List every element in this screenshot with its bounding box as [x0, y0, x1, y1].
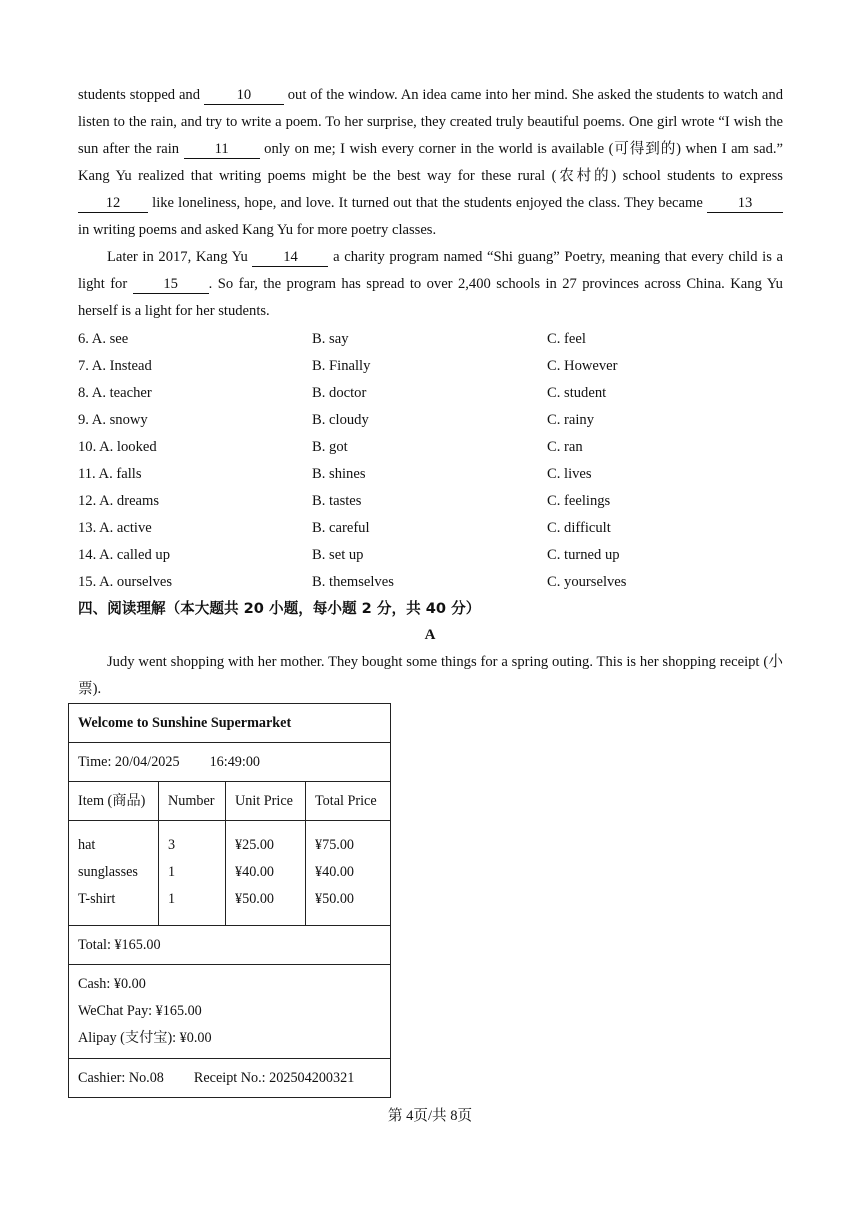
option-b: B. Finally — [312, 358, 371, 374]
option-row — [78, 515, 718, 542]
passage-text: . So far, the program has spread to over 2,400 schools in 27 provinces across China. Kang Yu herself is a light for her students. — [78, 276, 783, 319]
receipt-title: Welcome to Sunshine Supermarket — [69, 704, 390, 743]
cell-item: sunglasses — [78, 864, 138, 880]
blank-12: 12 — [78, 194, 148, 213]
passage-text: only on me; I wish every corner in the world is available (可得到的) when I am sad.” Kang Yu realized that writing poems might be the best way for these rural (农村的) school students to express — [78, 141, 783, 184]
cell-total-price: ¥75.00 — [315, 837, 355, 853]
option-row — [78, 569, 718, 596]
cell-item: hat — [78, 837, 96, 853]
option-a: 7. A. Instead — [78, 358, 152, 374]
option-a: 6. A. see — [78, 331, 129, 347]
option-row — [78, 542, 718, 569]
cell-unit-price: ¥40.00 — [235, 864, 275, 880]
cell-number: 3 — [168, 837, 176, 853]
receipt-items-table — [69, 782, 390, 926]
option-b: B. tastes — [312, 493, 362, 509]
option-a: 15. A. ourselves — [78, 574, 173, 590]
receipt-time — [69, 743, 390, 782]
receipt-number: Receipt No.: 202504200321 — [193, 1069, 355, 1086]
option-a: 11. A. falls — [78, 466, 142, 482]
option-b: B. cloudy — [312, 412, 369, 428]
passage-text: like loneliness, hope, and love. It turned out that the students enjoyed the class. They became — [152, 195, 703, 211]
cell-total-price: ¥40.00 — [315, 864, 355, 880]
blank-15: 15 — [133, 275, 209, 294]
option-b: B. doctor — [312, 385, 367, 401]
payment-cash: Cash: ¥0.00 — [78, 976, 146, 992]
column-item — [69, 782, 159, 925]
answer-options — [78, 326, 718, 596]
option-b: B. say — [312, 331, 349, 347]
blank-14: 14 — [252, 248, 328, 267]
passage-text: out of the window. An idea came into her mind. She asked the students to watch and listen to the rain, and try to write a poem. To her surprise, they created truly beautiful poems. One girl wrote “I wish the sun after the rain — [78, 87, 783, 157]
option-row — [78, 461, 718, 488]
option-b: B. got — [312, 439, 348, 455]
passage-text: a charity program named “Shi guang” Poetry, meaning that every child is a light for — [78, 249, 783, 292]
receipt-time-value: 16:49:00 — [209, 753, 261, 770]
option-c: C. feel — [547, 331, 586, 347]
option-b: B. themselves — [312, 574, 394, 590]
option-a: 13. A. active — [78, 520, 152, 536]
option-a: 14. A. called up — [78, 547, 171, 563]
option-c: C. feelings — [547, 493, 611, 509]
option-row — [78, 434, 718, 461]
option-a: 10. A. looked — [78, 439, 157, 455]
page-number: 第 4页/共 8页 — [387, 1108, 473, 1124]
cell-number: 1 — [168, 864, 176, 880]
receipt-cashier: Cashier: No.08 — [78, 1069, 164, 1086]
receipt-total: Total: ¥165.00 — [69, 926, 390, 965]
receipt-footer — [69, 1059, 390, 1097]
option-c: C. student — [547, 385, 607, 401]
passage-text: students stopped and — [78, 87, 201, 103]
passage-text: Later in 2017, Kang Yu — [107, 249, 248, 265]
cell-number: 1 — [168, 891, 176, 907]
option-c: C. turned up — [547, 547, 620, 563]
option-c: C. difficult — [547, 520, 611, 536]
cell-total-price: ¥50.00 — [315, 891, 355, 907]
payment-wechat: WeChat Pay: ¥165.00 — [78, 1003, 202, 1019]
column-total-price — [306, 782, 390, 925]
header-item: Item (商品) — [69, 782, 158, 821]
option-a: 8. A. teacher — [78, 385, 152, 401]
option-b: B. set up — [312, 547, 364, 563]
shopping-receipt — [68, 703, 391, 1098]
header-unit-price: Unit Price — [226, 782, 305, 821]
section-heading: 四、阅读理解（本大题共 20 小题，每小题 2 分，共 40 分） — [78, 600, 481, 617]
option-c: C. However — [547, 358, 618, 374]
header-total-price: Total Price — [306, 782, 390, 821]
blank-13: 13 — [707, 194, 783, 213]
option-a: 12. A. dreams — [78, 493, 160, 509]
passage-paragraph-2 — [78, 244, 783, 325]
cell-unit-price: ¥50.00 — [235, 891, 275, 907]
option-row — [78, 353, 718, 380]
passage-text: in writing poems and asked Kang Yu for more poetry classes. — [78, 222, 437, 238]
cell-item: T-shirt — [78, 891, 116, 907]
option-b: B. shines — [312, 466, 366, 482]
blank-11: 11 — [184, 140, 260, 159]
option-c: C. rainy — [547, 412, 595, 428]
column-unit-price — [226, 782, 306, 925]
cell-unit-price: ¥25.00 — [235, 837, 275, 853]
column-number — [159, 782, 226, 925]
option-c: C. lives — [547, 466, 592, 482]
payment-alipay: Alipay (支付宝): ¥0.00 — [78, 1030, 212, 1046]
option-row — [78, 488, 718, 515]
option-a: 9. A. snowy — [78, 412, 148, 428]
option-row — [78, 407, 718, 434]
receipt-payments — [69, 965, 390, 1059]
option-row — [78, 326, 718, 353]
option-b: B. careful — [312, 520, 370, 536]
option-c: C. ran — [547, 439, 583, 455]
passage-letter: A — [424, 627, 436, 643]
receipt-time-label: Time: 20/04/2025 — [78, 753, 180, 770]
reading-intro: Judy went shopping with her mother. They bought some things for a spring outing. This is her shopping receipt (小票). — [78, 654, 783, 697]
header-number: Number — [159, 782, 225, 821]
option-c: C. yourselves — [547, 574, 627, 590]
passage-paragraph-1 — [78, 82, 783, 244]
blank-10: 10 — [204, 86, 284, 105]
option-row — [78, 380, 718, 407]
